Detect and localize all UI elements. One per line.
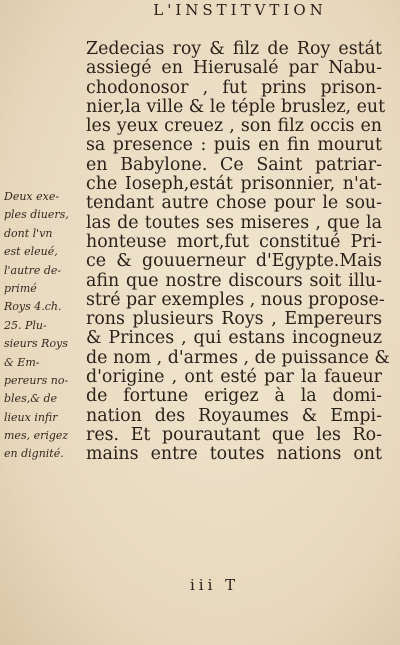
text-line: en Babylone. Ce Saint patriar- (86, 154, 382, 175)
text-line: ce & gouuerneur d'Egypte.Mais (86, 251, 382, 272)
text-line: afin que nostre discours soit illu- (86, 270, 382, 291)
text-line: & Princes , qui estans incogneuz (86, 328, 382, 349)
text-line: nier,la ville & le téple bruslez, eut (86, 96, 386, 117)
margin-note-line: mes, erigez (4, 429, 69, 443)
margin-note-line: sieurs Roys (4, 337, 68, 351)
text-line: stré par exemples , nous propose- (86, 289, 385, 310)
margin-note-line: ples diuers, (4, 208, 69, 222)
main-text-block (86, 39, 390, 465)
text-line: las de toutes ses miseres , que la (86, 212, 382, 233)
margin-note-line: est eleué, (4, 245, 58, 259)
margin-note-line: 25. Plu- (4, 318, 47, 332)
text-line: sa presence : puis en fin mourut (86, 135, 382, 156)
text-line: res. Et pourautant que les Ro- (86, 424, 382, 445)
text-line: d'origine , ont esté par la faueur (86, 367, 382, 388)
text-line: mains entre toutes nations ont (86, 444, 382, 465)
text-line: de fortune erigez à la domi- (86, 386, 382, 407)
margin-note-line: pereurs no- (4, 373, 69, 387)
text-line: honteuse mort,fut constitué Pri- (86, 231, 382, 252)
margin-note-line: Deux exe- (4, 190, 60, 203)
text-line: nation des Royaumes & Empi- (86, 405, 382, 426)
text-line: assiegé en Hierusalé par Nabu- (86, 58, 382, 79)
margin-note-line: en dignité. (4, 447, 64, 461)
text-line: les yeux creuez , son filz occis en (86, 116, 382, 137)
marginal-notes (4, 188, 84, 464)
text-line: tendant autre chose pour le sou- (86, 193, 382, 214)
text-line: de nom , d'armes , de puissance & (86, 347, 390, 368)
margin-note-line: primé (4, 281, 37, 295)
text-line: rons plusieurs Roys , Empereurs (86, 309, 382, 330)
margin-note-line: Roys 4.ch. (4, 300, 62, 314)
text-line: chodonosor , fut prins prison- (86, 77, 382, 98)
signature-mark: iii T (190, 576, 240, 594)
text-line: Zedecias roy & filz de Roy estát (86, 39, 382, 59)
margin-note-line: l'autre de- (4, 263, 62, 277)
running-title: L'INSTITVTION (153, 1, 327, 19)
text-line: che Ioseph,estát prisonnier, n'at- (86, 174, 382, 195)
margin-note-line: & Em- (4, 355, 40, 369)
margin-note-line: dont l'vn (4, 226, 53, 240)
margin-note-line: bles,& de (4, 392, 58, 406)
margin-note-line: lieux infir (4, 410, 58, 424)
